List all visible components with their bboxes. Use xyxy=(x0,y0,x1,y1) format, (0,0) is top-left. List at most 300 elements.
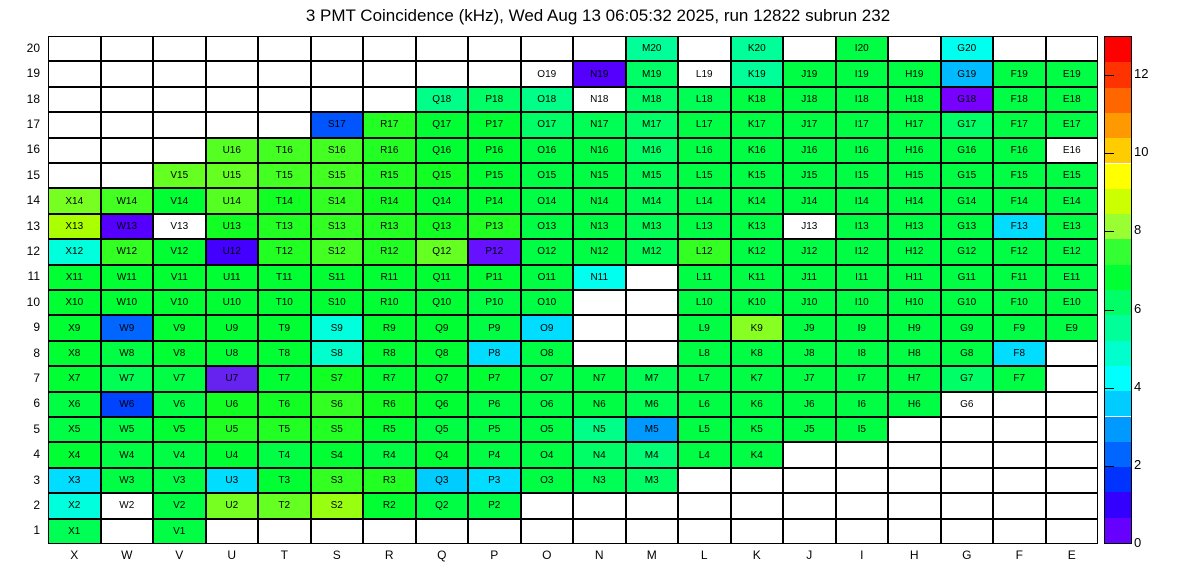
heatmap-cell-label: S14 xyxy=(327,195,346,207)
y-tick: 1 xyxy=(33,523,40,538)
x-tick: Q xyxy=(437,548,447,562)
heatmap-cell-label: Q11 xyxy=(432,271,451,283)
colorbar-tick-label: 4 xyxy=(1134,378,1142,394)
heatmap-cell-label: F8 xyxy=(1013,347,1026,359)
heatmap-cell-label: S6 xyxy=(330,398,343,410)
colorbar-tick-label: 6 xyxy=(1134,300,1142,316)
heatmap-cell-label: H7 xyxy=(907,373,921,385)
heatmap-cell-label: K9 xyxy=(750,322,763,334)
heatmap-cell-label: L18 xyxy=(695,93,713,105)
heatmap-cell-label: F14 xyxy=(1010,195,1028,207)
heatmap-cell-label: U16 xyxy=(222,144,241,156)
heatmap-cell-label: P11 xyxy=(485,271,503,283)
heatmap-cell-label: K12 xyxy=(747,246,766,258)
heatmap-cell-label: H18 xyxy=(905,93,924,105)
heatmap-cell-label: U2 xyxy=(225,500,239,512)
heatmap-cell-label: W2 xyxy=(119,500,135,512)
heatmap-cell-label: E18 xyxy=(1062,93,1081,105)
heatmap-cell-label: P18 xyxy=(485,93,504,105)
heatmap-cell-label: Q4 xyxy=(435,449,449,461)
heatmap-cell-label: P3 xyxy=(488,474,501,486)
heatmap-cell-label: X10 xyxy=(65,297,84,309)
heatmap-cell-label: T7 xyxy=(278,373,291,385)
y-tick: 16 xyxy=(26,142,40,157)
heatmap-cell-label: I8 xyxy=(857,347,866,359)
colorbar-tick-mark xyxy=(1104,153,1114,154)
heatmap-cell-label: X6 xyxy=(68,398,81,410)
heatmap-cell-label: U6 xyxy=(225,398,239,410)
colorbar-tick-label: 8 xyxy=(1134,222,1142,238)
x-tick: O xyxy=(542,548,552,562)
heatmap-cell-label: O5 xyxy=(540,424,554,436)
heatmap-cell-label: H9 xyxy=(907,322,921,334)
heatmap-cell-label: T12 xyxy=(275,246,293,258)
heatmap-cell-label: J6 xyxy=(803,398,815,410)
heatmap-cell-label: S7 xyxy=(330,373,343,385)
heatmap-cell-label: M7 xyxy=(644,373,659,385)
colorbar-segment xyxy=(1105,265,1131,290)
colorbar-tick-label: 0 xyxy=(1134,535,1142,550)
heatmap-cell-label: U4 xyxy=(225,449,239,461)
heatmap-cell-label: J13 xyxy=(801,220,818,232)
heatmap-cell-label: R9 xyxy=(382,322,396,334)
heatmap-cell-label: M18 xyxy=(642,93,662,105)
heatmap-cell-label: U14 xyxy=(222,195,241,207)
heatmap-cell-label: J9 xyxy=(803,322,815,334)
heatmap-cell-label: O7 xyxy=(540,373,554,385)
heatmap-cell-label: T3 xyxy=(278,474,291,486)
heatmap-cell-label: L14 xyxy=(695,195,713,207)
heatmap-cell-label: W12 xyxy=(116,246,138,258)
heatmap-cell-label: M20 xyxy=(642,43,662,55)
heatmap-cell-label: I17 xyxy=(854,119,869,131)
colorbar-segment xyxy=(1105,492,1131,517)
heatmap-cell-label: L13 xyxy=(695,220,713,232)
heatmap-cell-label: W9 xyxy=(119,322,135,334)
heatmap-cell-label: V3 xyxy=(173,474,186,486)
x-tick: N xyxy=(594,548,604,562)
heatmap-cell-label: L6 xyxy=(698,398,710,410)
heatmap-cell-label: F16 xyxy=(1010,144,1028,156)
heatmap-cell-label: P16 xyxy=(485,144,504,156)
heatmap-cell-label: G7 xyxy=(960,373,974,385)
heatmap-cell-label: W3 xyxy=(119,474,135,486)
heatmap-cell-label: R6 xyxy=(382,398,396,410)
heatmap-cell-label: U13 xyxy=(222,220,241,232)
colorbar-segment xyxy=(1105,518,1131,543)
heatmap-cell-label: T2 xyxy=(278,500,291,512)
heatmap-cell-label: U5 xyxy=(225,424,239,436)
heatmap-cell-label: O18 xyxy=(537,93,557,105)
y-tick: 18 xyxy=(26,91,40,106)
heatmap-cell-label: O3 xyxy=(540,474,554,486)
heatmap-cell-label: H14 xyxy=(905,195,924,207)
heatmap-cell-label: J17 xyxy=(801,119,818,131)
colorbar-tick-label: 12 xyxy=(1134,66,1149,82)
heatmap-cell-label: I5 xyxy=(857,424,866,436)
heatmap-cell-label: N4 xyxy=(592,449,606,461)
heatmap-cell-label: E17 xyxy=(1062,119,1081,131)
heatmap-cell-label: O14 xyxy=(537,195,557,207)
heatmap-cell-label: I9 xyxy=(857,322,866,334)
heatmap-cell-label: P7 xyxy=(488,373,501,385)
heatmap-cell-label: I10 xyxy=(854,297,869,309)
y-tick: 12 xyxy=(26,243,40,258)
heatmap-cell-label: W14 xyxy=(116,195,138,207)
colorbar-segment xyxy=(1105,239,1131,264)
heatmap-cell-label: F13 xyxy=(1010,220,1028,232)
y-tick: 17 xyxy=(26,116,40,131)
x-tick: G xyxy=(962,548,972,562)
heatmap-cell-label: O8 xyxy=(540,347,554,359)
heatmap-cell-label: S16 xyxy=(327,144,346,156)
heatmap-cell-label: G16 xyxy=(957,144,977,156)
heatmap-cell-label: L7 xyxy=(698,373,710,385)
heatmap-cell-label: H10 xyxy=(905,297,924,309)
heatmap-cell-label: U8 xyxy=(225,347,239,359)
colorbar-tick-mark xyxy=(1104,466,1114,467)
colorbar-segment xyxy=(1105,290,1131,315)
heatmap-cell-label: J16 xyxy=(801,144,818,156)
heatmap-cell-label: Q12 xyxy=(432,246,452,258)
heatmap-cell-label: U9 xyxy=(225,322,239,334)
heatmap-cell-label: S5 xyxy=(330,424,343,436)
heatmap-cell-label: E10 xyxy=(1062,297,1081,309)
heatmap-cell-label: V14 xyxy=(170,195,189,207)
heatmap-cell-label: S13 xyxy=(327,220,346,232)
heatmap-cell-label: V11 xyxy=(170,271,188,283)
heatmap-cell-label: L9 xyxy=(698,322,710,334)
y-tick: 10 xyxy=(26,294,40,309)
heatmap-cell-label: M4 xyxy=(644,449,659,461)
y-tick: 15 xyxy=(26,167,40,182)
heatmap-cell-label: I13 xyxy=(854,220,869,232)
heatmap-cell-label: U10 xyxy=(222,297,241,309)
heatmap-cell-label: T14 xyxy=(275,195,293,207)
heatmap-cell-label: X3 xyxy=(68,474,81,486)
heatmap-cell-label: F12 xyxy=(1010,246,1028,258)
heatmap-cell-label: G11 xyxy=(957,271,976,283)
heatmap-cell-label: G13 xyxy=(957,220,977,232)
heatmap-cell-label: K6 xyxy=(750,398,763,410)
heatmap-cell-label: T13 xyxy=(275,220,293,232)
heatmap-cell-label: S12 xyxy=(327,246,346,258)
heatmap-cell-label: S2 xyxy=(330,500,343,512)
y-tick: 8 xyxy=(33,345,40,360)
heatmap-cell-label: O11 xyxy=(537,271,556,283)
heatmap-cell-label: P13 xyxy=(485,220,504,232)
heatmap-cell-label: K10 xyxy=(747,297,766,309)
heatmap-cell-label: L5 xyxy=(698,424,710,436)
y-tick: 6 xyxy=(33,396,40,411)
heatmap-cell-label: P6 xyxy=(488,398,501,410)
heatmap-cell-label: V7 xyxy=(173,373,186,385)
heatmap-cell-label: V8 xyxy=(173,347,186,359)
y-tick: 3 xyxy=(33,472,40,487)
heatmap-cell-label: T6 xyxy=(278,398,291,410)
y-tick: 2 xyxy=(33,497,40,512)
heatmap-cell-label: T8 xyxy=(278,347,291,359)
heatmap-cell-label: K11 xyxy=(748,271,766,283)
heatmap-cell-label: L12 xyxy=(695,246,713,258)
heatmap-cell-label: L8 xyxy=(698,347,710,359)
heatmap-cell-label: W7 xyxy=(119,373,135,385)
heatmap-cell-label: I18 xyxy=(854,93,869,105)
heatmap-cell-label: X1 xyxy=(68,525,81,537)
heatmap-cell-label: O13 xyxy=(537,220,557,232)
heatmap-cell-label: S4 xyxy=(330,449,343,461)
heatmap-cell-label: T9 xyxy=(278,322,291,334)
heatmap-cell-label: X2 xyxy=(68,500,81,512)
heatmap-cell-label: N17 xyxy=(590,119,609,131)
heatmap-cell-label: R5 xyxy=(382,424,396,436)
heatmap-cell-label: J11 xyxy=(801,271,817,283)
x-tick: K xyxy=(752,548,761,562)
heatmap-cell-label: T5 xyxy=(278,424,291,436)
heatmap-cell-label: F18 xyxy=(1010,93,1028,105)
heatmap-cell-label: N5 xyxy=(592,424,606,436)
heatmap-cell-label: I7 xyxy=(857,373,866,385)
heatmap-cell-label: J15 xyxy=(801,170,818,182)
heatmap-cell-label: G17 xyxy=(957,119,977,131)
heatmap-cell-label: W13 xyxy=(116,220,138,232)
heatmap-cell-label: S15 xyxy=(327,170,346,182)
heatmap-cell-label: P14 xyxy=(485,195,504,207)
heatmap-cell-label: L10 xyxy=(695,297,713,309)
heatmap-cell-label: Q8 xyxy=(435,347,449,359)
heatmap-cell-label: Q3 xyxy=(435,474,449,486)
y-tick: 4 xyxy=(33,447,40,462)
heatmap-cell-label: F11 xyxy=(1011,271,1028,283)
heatmap-cell-label: T16 xyxy=(275,144,293,156)
heatmap-cell-label: K8 xyxy=(750,347,763,359)
x-tick: T xyxy=(280,548,288,562)
heatmap-cell-label: V1 xyxy=(173,525,186,537)
heatmap-cell-label: X5 xyxy=(68,424,81,436)
heatmap-cell-label: W8 xyxy=(119,347,135,359)
heatmap-cell-label: I16 xyxy=(854,144,869,156)
heatmap-cell-label: G14 xyxy=(957,195,977,207)
heatmap-cell-label: X11 xyxy=(65,271,83,283)
heatmap-cell-label: S11 xyxy=(328,271,346,283)
heatmap-cell-label: H16 xyxy=(905,144,924,156)
colorbar-tick-label: 10 xyxy=(1134,144,1149,160)
heatmap-cell-label: M3 xyxy=(644,474,659,486)
heatmap-cell-label: G10 xyxy=(957,297,977,309)
heatmap-cell-label: O10 xyxy=(537,297,557,309)
heatmap-cell-label: F10 xyxy=(1010,297,1028,309)
heatmap-cell-label: J5 xyxy=(803,424,815,436)
heatmap-cell-label: F7 xyxy=(1013,373,1026,385)
heatmap-cell-label: M14 xyxy=(642,195,662,207)
heatmap-cell-label: J10 xyxy=(801,297,818,309)
y-tick: 19 xyxy=(26,66,40,81)
heatmap-cell-label: P12 xyxy=(485,246,504,258)
heatmap-cell-label: Q18 xyxy=(432,93,452,105)
heatmap-cell-label: R4 xyxy=(382,449,396,461)
heatmap-cell-label: I11 xyxy=(855,271,869,283)
heatmap-cell-label: L17 xyxy=(695,119,713,131)
heatmap-cell-label: F15 xyxy=(1010,170,1028,182)
colorbar-tick-mark xyxy=(1104,310,1114,311)
heatmap-cell-label: Q15 xyxy=(432,170,452,182)
heatmap-cell-label: K4 xyxy=(750,449,763,461)
heatmap-cell-label: H11 xyxy=(905,271,924,283)
heatmap-cell-label: O4 xyxy=(540,449,554,461)
heatmap-cell-label: R14 xyxy=(380,195,399,207)
heatmap-cell-label: X12 xyxy=(65,246,84,258)
heatmap-cell-label: U3 xyxy=(225,474,239,486)
heatmap-cell-label: E13 xyxy=(1062,220,1081,232)
heatmap-cell-label: J12 xyxy=(801,246,818,258)
colorbar xyxy=(1104,36,1132,544)
heatmap-cell-label: R12 xyxy=(380,246,399,258)
heatmap-cell-label: G6 xyxy=(960,398,974,410)
colorbar-tick-mark xyxy=(1104,75,1114,76)
heatmap-cell-label: I20 xyxy=(854,43,869,55)
heatmap-cell-label: X13 xyxy=(65,220,84,232)
heatmap-cell-label: K7 xyxy=(750,373,763,385)
y-tick: 7 xyxy=(33,370,40,385)
heatmap-cell-label: N6 xyxy=(592,398,606,410)
heatmap-cell-label: V9 xyxy=(173,322,186,334)
heatmap-cell-label: G15 xyxy=(957,170,977,182)
heatmap-cell-label: V2 xyxy=(173,500,186,512)
colorbar-tick-mark xyxy=(1104,388,1114,389)
heatmap-cell-label: Q2 xyxy=(435,500,449,512)
heatmap-cell-label: V6 xyxy=(173,398,186,410)
colorbar-segment xyxy=(1105,214,1131,239)
heatmap-cell-label: W6 xyxy=(119,398,135,410)
heatmap-cell-label: H8 xyxy=(907,347,921,359)
heatmap-cell-label: Q7 xyxy=(435,373,449,385)
heatmap-cell-label: S9 xyxy=(330,322,343,334)
heatmap-cell-label: P15 xyxy=(485,170,504,182)
colorbar-tick-label: 2 xyxy=(1134,456,1142,472)
x-tick: R xyxy=(384,548,394,562)
heatmap-cell-label: N7 xyxy=(592,373,606,385)
heatmap-cell-label: W4 xyxy=(119,449,135,461)
heatmap-cell-label: E11 xyxy=(1063,271,1081,283)
heatmap-cell-label: L15 xyxy=(695,170,713,182)
heatmap-cell-label: X7 xyxy=(68,373,81,385)
heatmap-cell-label: M16 xyxy=(642,144,662,156)
heatmap-cell-label: H6 xyxy=(907,398,921,410)
heatmap-cell-label: N12 xyxy=(590,246,609,258)
heatmap-cell-label: E14 xyxy=(1062,195,1081,207)
y-tick: 11 xyxy=(27,269,40,284)
heatmap-cell-label: V4 xyxy=(173,449,186,461)
heatmap-cell-label: H12 xyxy=(905,246,924,258)
colorbar-segment xyxy=(1105,442,1131,467)
heatmap-cell-label: O16 xyxy=(537,144,557,156)
heatmap-cell-label: L11 xyxy=(696,271,713,283)
heatmap-cell-label: R17 xyxy=(380,119,399,131)
colorbar-segment xyxy=(1105,417,1131,442)
heatmap-cell-label: H15 xyxy=(905,170,924,182)
heatmap-cell-label: Q14 xyxy=(432,195,452,207)
heatmap-cell-label: R3 xyxy=(382,474,396,486)
heatmap-cell-label: K18 xyxy=(747,93,766,105)
heatmap-cell-label: F19 xyxy=(1010,68,1028,80)
heatmap-cell-label: O12 xyxy=(537,246,557,258)
heatmap-cell-label: S17 xyxy=(327,119,346,131)
heatmap-cell-label: S3 xyxy=(330,474,343,486)
y-axis-tick-labels xyxy=(0,36,1196,544)
page-title: 3 PMT Coincidence (kHz), Wed Aug 13 06:05:32 2025, run 12822 subrun 232 xyxy=(305,6,891,25)
heatmap-cell-label: M12 xyxy=(642,246,662,258)
colorbar-segment xyxy=(1105,164,1131,189)
heatmap-cell-label: T11 xyxy=(276,271,293,283)
heatmap-cell-label: O19 xyxy=(537,68,557,80)
heatmap-cell-label: Q6 xyxy=(435,398,449,410)
heatmap-cell-label: R11 xyxy=(380,271,399,283)
x-tick: F xyxy=(1015,548,1023,562)
heatmap-cell-label: N11 xyxy=(590,271,609,283)
colorbar-segment xyxy=(1105,467,1131,492)
heatmap-cell-label: E19 xyxy=(1062,68,1081,80)
heatmap-cell-label: P4 xyxy=(488,449,501,461)
heatmap-cell-label: V15 xyxy=(170,170,189,182)
heatmap-cell-label: R13 xyxy=(380,220,399,232)
heatmap-cell-label: V12 xyxy=(170,246,189,258)
y-tick: 13 xyxy=(26,218,40,233)
heatmap-cell-label: I15 xyxy=(854,170,869,182)
heatmap-cell-label: N16 xyxy=(590,144,609,156)
heatmap-cell-label: W5 xyxy=(119,424,135,436)
heatmap-cell-label: K19 xyxy=(747,68,766,80)
heatmap-cell-label: K15 xyxy=(747,170,766,182)
heatmap-cell-label: R10 xyxy=(380,297,399,309)
heatmap-cell-label: J18 xyxy=(801,93,818,105)
heatmap-cell-label: J19 xyxy=(801,68,818,80)
colorbar-segment xyxy=(1105,341,1131,366)
heatmap-cell-label: H13 xyxy=(905,220,924,232)
heatmap-cell-label: I14 xyxy=(854,195,869,207)
heatmap-cell-label: T10 xyxy=(275,297,293,309)
heatmap-cell-label: U11 xyxy=(222,271,241,283)
heatmap-cell-label: X8 xyxy=(68,347,81,359)
x-tick: W xyxy=(121,548,133,562)
heatmap-cell-label: K13 xyxy=(747,220,766,232)
x-tick: U xyxy=(227,548,237,562)
x-tick: P xyxy=(490,548,499,562)
heatmap-cell-label: G9 xyxy=(960,322,974,334)
heatmap-cell-label: N15 xyxy=(590,170,609,182)
heatmap-cell-label: W11 xyxy=(116,271,137,283)
heatmap-cell-label: U15 xyxy=(222,170,241,182)
colorbar-segment xyxy=(1105,391,1131,416)
heatmap-cell-label: H19 xyxy=(905,68,924,80)
heatmap-cell-label: V10 xyxy=(170,297,189,309)
colorbar-segment xyxy=(1105,138,1131,163)
heatmap-cell-label: Q9 xyxy=(435,322,449,334)
heatmap-cell-label: O17 xyxy=(537,119,557,131)
heatmap-cell-label: N19 xyxy=(590,68,609,80)
heatmap-cell-label: M6 xyxy=(644,398,659,410)
heatmap-cell-label: P10 xyxy=(485,297,504,309)
heatmap-cell-label: J14 xyxy=(801,195,818,207)
heatmap-cell-label: O9 xyxy=(540,322,554,334)
heatmap-cell-label: I6 xyxy=(857,398,866,410)
heatmap-cell-label: Q10 xyxy=(432,297,452,309)
heatmap-cell-label: R2 xyxy=(382,500,396,512)
heatmap-cell-label: G12 xyxy=(957,246,977,258)
heatmap-cell-label: Q17 xyxy=(432,119,452,131)
heatmap-cell-label: R7 xyxy=(382,373,396,385)
heatmap-cell-label: R15 xyxy=(380,170,399,182)
heatmap-cell-label: E16 xyxy=(1062,144,1081,156)
